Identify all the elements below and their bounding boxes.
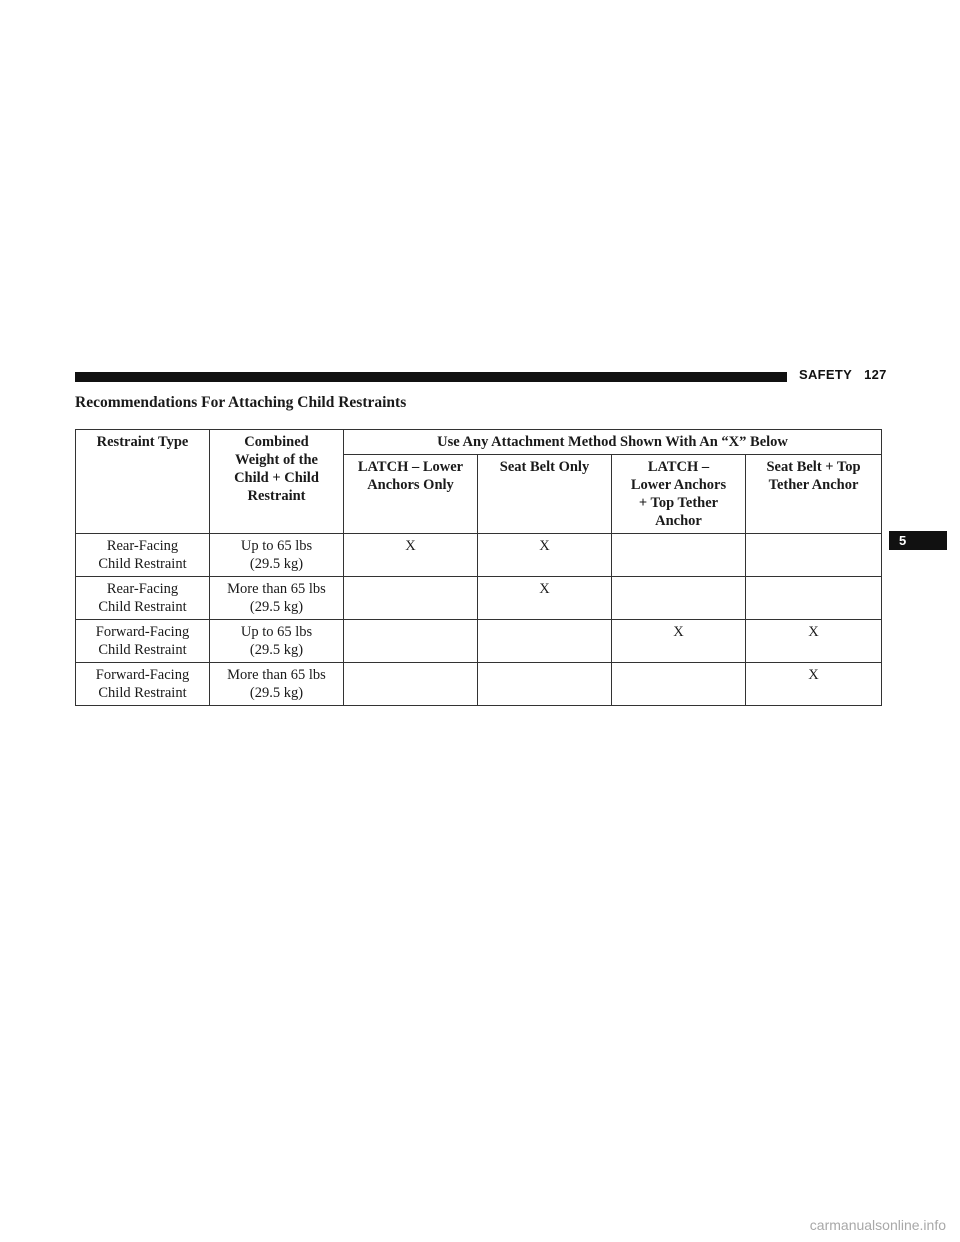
table-row [76, 663, 882, 706]
cell-mark: X [478, 577, 612, 620]
table-row [76, 534, 882, 577]
header-method-latch-tether: LATCH – Lower Anchors + Top Tether Anchor [612, 455, 746, 534]
cell-weight: More than 65 lbs (29.5 kg) [210, 577, 344, 620]
section-name: SAFETY [799, 367, 853, 382]
watermark: carmanualsonline.info [809, 1217, 946, 1233]
table-header-row [76, 430, 882, 455]
child-restraint-table [75, 429, 882, 706]
cell-mark [478, 620, 612, 663]
section-title: Recommendations For Attaching Child Restraints [75, 394, 407, 411]
cell-mark: X [746, 620, 882, 663]
header-rule [75, 372, 787, 382]
cell-mark: X [344, 534, 478, 577]
cell-restraint-type: Forward-Facing Child Restraint [76, 620, 210, 663]
cell-restraint-type: Rear-Facing Child Restraint [76, 534, 210, 577]
header-method-seat-belt: Seat Belt Only [478, 455, 612, 534]
cell-mark [612, 534, 746, 577]
chapter-tab: 5 [889, 531, 947, 550]
page-number: 127 [864, 367, 887, 382]
cell-mark [344, 620, 478, 663]
cell-mark [612, 663, 746, 706]
cell-weight: Up to 65 lbs (29.5 kg) [210, 620, 344, 663]
cell-weight: Up to 65 lbs (29.5 kg) [210, 534, 344, 577]
header-combined-weight: Combined Weight of the Child + Child Restraint [210, 430, 344, 534]
cell-restraint-type: Forward-Facing Child Restraint [76, 663, 210, 706]
cell-mark [612, 577, 746, 620]
cell-mark [478, 663, 612, 706]
cell-mark [746, 577, 882, 620]
cell-restraint-type: Rear-Facing Child Restraint [76, 577, 210, 620]
table-row [76, 620, 882, 663]
cell-mark [746, 534, 882, 577]
cell-weight: More than 65 lbs (29.5 kg) [210, 663, 344, 706]
table-row [76, 577, 882, 620]
cell-mark [344, 577, 478, 620]
cell-mark: X [746, 663, 882, 706]
cell-mark: X [478, 534, 612, 577]
header-attachment-methods: Use Any Attachment Method Shown With An “X” Below [344, 430, 882, 455]
header-method-latch-lower: LATCH – Lower Anchors Only [344, 455, 478, 534]
cell-mark [344, 663, 478, 706]
running-header [799, 367, 887, 382]
header-method-belt-tether: Seat Belt + Top Tether Anchor [746, 455, 882, 534]
header-restraint-type: Restraint Type [76, 430, 210, 534]
cell-mark: X [612, 620, 746, 663]
